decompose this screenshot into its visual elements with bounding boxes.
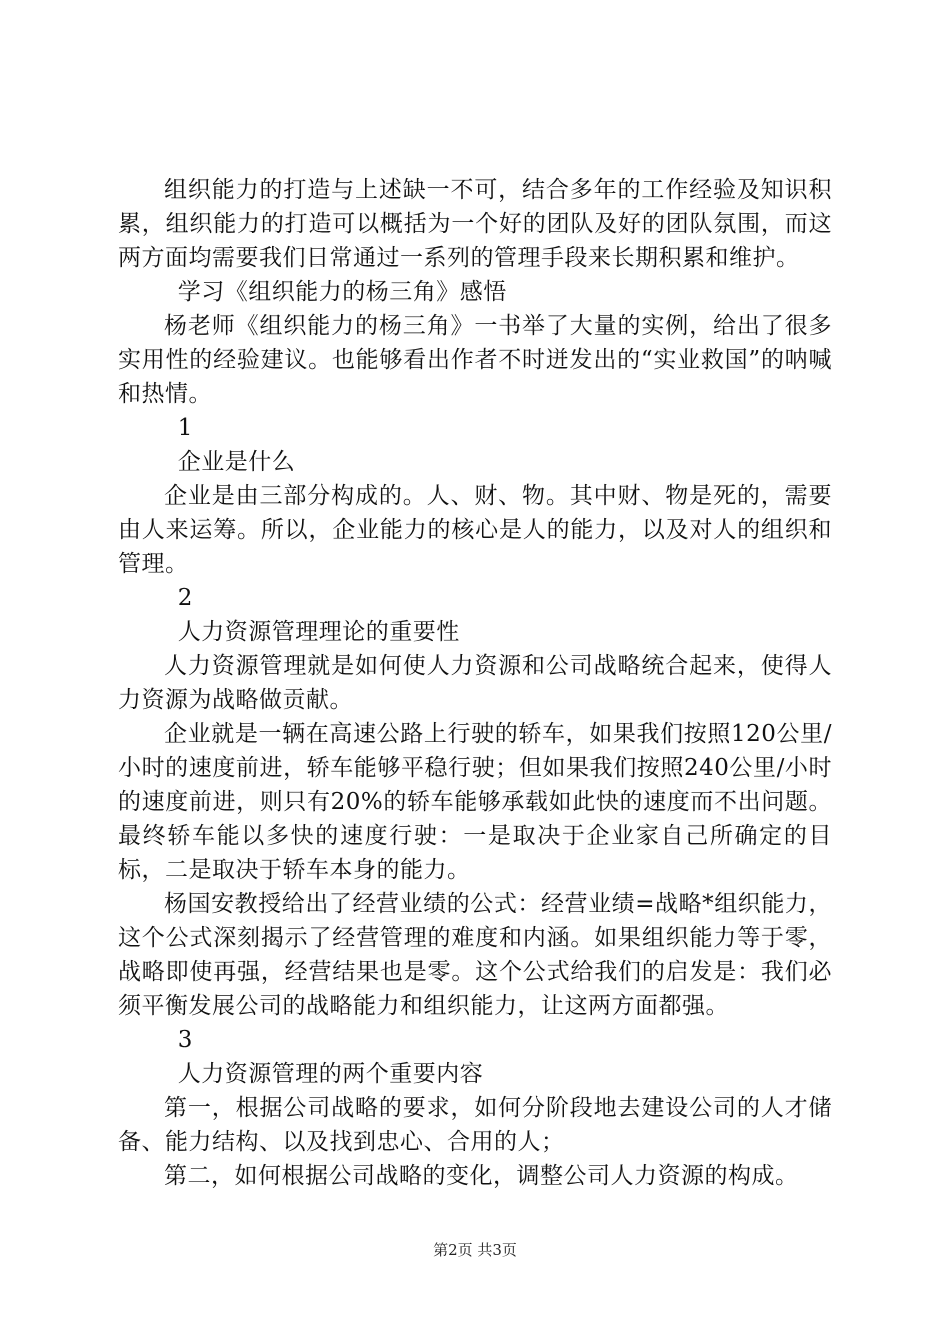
paragraph: 第二，如何根据公司战略的变化，调整公司人力资源的构成。 [164,1163,799,1189]
paragraph: 人力资源管理就是如何使人力资源和公司战略统合起来，使得人力资源为战略做贡献。 [118,653,832,713]
section-heading: 人力资源管理理论的重要性 [177,619,460,645]
document-body [118,173,832,1193]
section-heading: 人力资源管理的两个重要内容 [177,1061,484,1087]
section-heading: 企业是什么 [177,449,296,475]
section-number: 1 [177,415,193,441]
paragraph: 企业就是一辆在高速公路上行驶的轿车，如果我们按照120公里/小时的速度前进，轿车能够平稳行驶；但如果我们按照240公里/小时的速度前进，则只有20%的轿车能够承载如此快的速度而不出问题。最终轿车能以多快的速度行驶：一是取决于企业家自己所确定的目标，二是取决于轿车本身的能力。 [118,721,832,883]
paragraph: 第一，根据公司战略的要求，如何分阶段地去建设公司的人才储备、能力结构、以及找到忠心、合用的人； [118,1095,832,1155]
paragraph: 杨国安教授给出了经营业绩的公式：经营业绩=战略*组织能力，这个公式深刻揭示了经营管理的难度和内涵。如果组织能力等于零，战略即使再强，经营结果也是零。这个公式给我们的启发是：我们必须平衡发展公司的战略能力和组织能力，让这两方面都强。 [118,891,832,1019]
paragraph: 企业是由三部分构成的。人、财、物。其中财、物是死的，需要由人来运筹。所以，企业能力的核心是人的能力，以及对人的组织和管理。 [118,483,832,577]
section-number: 3 [177,1027,193,1053]
page-number-label: 第2页 共3页 [433,1241,517,1259]
paragraph: 杨老师《组织能力的杨三角》一书举了大量的实例，给出了很多实用性的经验建议。也能够看出作者不时迸发出的“实业救国”的呐喊和热情。 [118,313,832,407]
section-heading: 学习《组织能力的杨三角》感悟 [177,279,507,305]
page-footer [0,1240,950,1260]
paragraph: 组织能力的打造与上述缺一不可，结合多年的工作经验及知识积累，组织能力的打造可以概括为一个好的团队及好的团队氛围，而这两方面均需要我们日常通过一系列的管理手段来长期积累和维护。 [118,177,832,271]
section-number: 2 [177,585,193,611]
